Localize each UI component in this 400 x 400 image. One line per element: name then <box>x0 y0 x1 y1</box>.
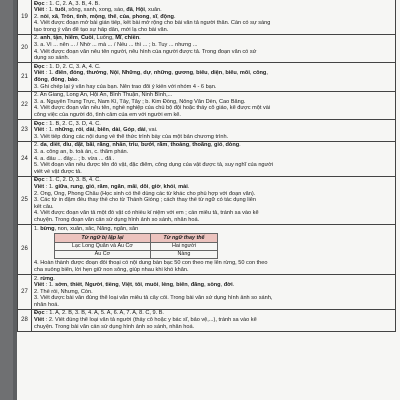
text-run: viết về vật được tả. <box>34 168 82 175</box>
text-run: , <box>125 142 129 149</box>
text-run: : 1. <box>44 127 56 134</box>
text-run: , <box>82 282 86 289</box>
text-run: đời <box>223 282 233 289</box>
text-run: công việc của người đó, tình cảm của em với người em kể. <box>34 112 181 118</box>
answer-line <box>34 77 393 84</box>
text-run: da <box>40 142 47 149</box>
text-run: 2. <box>34 13 41 20</box>
answer-row <box>18 0 396 34</box>
text-run: , <box>129 13 133 20</box>
text-run: 3. Ghi chép lại ý văn hay của bạn. Nên trao đổi ý kiến với nhóm 4 - 6 bạn. <box>34 83 217 90</box>
text-run: 2. Ông, Ông, Phong Châu (Học sinh có thể dùng các từ khác cho phù hợp với đoạn văn). <box>34 190 256 197</box>
text-run: , <box>136 183 140 190</box>
text-run: , <box>106 70 110 77</box>
text-run: chuyện. Trong đoạn văn cần sử dụng hình ảnh so sánh, nhân hoá. <box>34 216 200 223</box>
text-run: Viết <box>34 7 45 14</box>
answer-line <box>34 177 393 184</box>
row-number: 20 <box>18 34 32 62</box>
answer-line <box>34 92 393 99</box>
answer-line <box>34 317 393 324</box>
text-run: , <box>187 282 191 289</box>
inner-header-cell: Từ ngữ thay thế <box>150 234 217 242</box>
answer-line <box>34 324 393 331</box>
answer-key-body <box>18 0 396 331</box>
row-content <box>32 63 396 91</box>
text-run: , <box>94 127 98 134</box>
text-run: công <box>252 70 267 77</box>
text-run: 3. a. Nguyễn Trung Trực, Nam Kì, Tây, Tây ; b. Kim Đồng, Nông Văn Dền, Cao Bằng. <box>34 98 246 105</box>
text-run: : 1. <box>44 183 56 190</box>
text-run: điển <box>55 70 67 77</box>
answer-row <box>18 63 396 91</box>
text-run: dài <box>137 127 146 134</box>
text-run: 2. <box>34 142 41 149</box>
text-run: , <box>64 77 68 84</box>
text-run: , <box>149 13 153 20</box>
text-run: hiểm <box>64 35 78 42</box>
text-run: , <box>222 142 226 149</box>
text-run: gương <box>174 70 193 77</box>
text-run: Trốn <box>61 13 74 20</box>
text-run: , <box>153 142 158 149</box>
text-run: Việt <box>121 282 132 289</box>
row-number: 21 <box>18 63 32 91</box>
text-run: , <box>71 142 75 149</box>
text-run: sĩ <box>152 13 158 20</box>
text-run: phong <box>132 13 150 20</box>
text-run: mãi <box>127 183 137 190</box>
text-run: : 1. A, 2. B, 3. B, 4. A, 5. A, 6. A, 7. A, 8. C, 9. B. <box>44 310 164 317</box>
text-run: , <box>140 70 144 77</box>
text-run: khói <box>163 183 176 190</box>
text-run: bãi <box>85 142 95 149</box>
text-run: Những <box>121 70 141 77</box>
text-run: rung <box>70 183 83 190</box>
text-run: nhân hoá. <box>34 301 59 308</box>
text-run: thưởng <box>86 70 107 77</box>
text-run: . <box>139 35 141 42</box>
inner-table-cell: Hai người <box>150 242 217 250</box>
text-run: , <box>137 142 141 149</box>
text-run: 4. Viết được đoạn văn nêu tên, nghề nghiệp của chú bộ đội hoặc thầy cô giáo, kể được một vài <box>34 105 271 112</box>
text-run: mỗi <box>239 70 250 77</box>
row-content <box>32 141 396 176</box>
text-run: Viết <box>34 70 45 77</box>
answer-line <box>34 197 393 204</box>
answer-line <box>34 84 393 91</box>
text-run: , <box>94 142 98 149</box>
row-number: 19 <box>18 0 32 34</box>
text-run: , <box>48 13 52 20</box>
text-run: 4. Viết được đoạn văn nêu tên người, nêu hình của người được tả. Trong đoạn văn có sử <box>34 48 257 55</box>
answer-line <box>34 260 393 267</box>
row-number: 23 <box>18 120 32 142</box>
text-run: cha xuống biển, lời hẹn giữ non sông, giúp nhau khi khó khăn. <box>34 266 189 273</box>
answer-line <box>34 156 393 163</box>
text-run: dòng <box>225 142 240 149</box>
text-run: , <box>173 282 177 289</box>
text-run: biểu <box>196 70 208 77</box>
answer-line <box>34 42 393 49</box>
text-run: rằm <box>157 142 168 149</box>
answer-line <box>34 204 393 211</box>
text-run: 2. Thế rồi, Nhưng, Còn. <box>34 288 93 295</box>
row-content <box>32 34 396 62</box>
row-content <box>32 120 396 142</box>
answer-line <box>34 142 393 149</box>
inner-table-row <box>55 250 218 258</box>
text-run: Viết <box>34 317 45 324</box>
inner-table-cell: Nàng <box>150 250 217 258</box>
text-run: giữa <box>55 183 68 190</box>
text-run: . <box>173 13 176 20</box>
text-run: dõi <box>139 183 149 190</box>
answer-line <box>34 55 393 62</box>
text-run: tạo trong ý văn để tạo sự hấp dẫn, mới lạ cho bài văn. <box>34 26 169 33</box>
answer-row <box>18 176 396 224</box>
text-run: 3. Viết được bài văn đúng thể loại văn miêu tả cây cối. Trong bài văn sử dụng hình ảnh so sánh, <box>34 295 273 302</box>
text-run: kết câu. <box>34 203 54 210</box>
text-run: Cuối <box>80 35 94 42</box>
text-run: diu <box>62 142 72 149</box>
text-run: của <box>119 13 130 20</box>
text-run: những <box>153 70 172 77</box>
text-run: : 1. C, 2. A, 3. B, 4. B. <box>44 0 100 7</box>
text-run: 5. Viết đoạn văn nêu được tên đồ vật, đặc điểm, công dụng của vật được tả, suy nghĩ của người <box>34 162 274 169</box>
answer-key-page <box>13 0 400 400</box>
text-run: diện <box>210 70 223 77</box>
text-run: , <box>121 35 125 42</box>
text-run: thoăng <box>192 142 211 149</box>
text-run: , <box>124 183 128 190</box>
text-run: , <box>175 183 179 190</box>
text-run: . <box>77 77 80 84</box>
answer-row <box>18 120 396 142</box>
text-run: , <box>210 142 214 149</box>
text-run: . <box>187 183 190 190</box>
text-run: , <box>192 70 197 77</box>
text-run: xã <box>51 13 58 20</box>
answer-line <box>34 310 393 317</box>
text-run: 3. Các từ in đậm đều thay thế cho từ Thánh Gióng ; cách thay thế từ ngữ có tác dụng liên <box>34 197 256 204</box>
text-run: , Luống, <box>93 35 116 42</box>
text-run: Hội <box>135 7 145 14</box>
text-run: mộng <box>89 13 105 20</box>
text-run: nhân <box>112 142 126 149</box>
text-run: biển <box>176 282 188 289</box>
text-run: . <box>53 275 55 282</box>
text-run: , <box>82 183 86 190</box>
text-run: , xuân. <box>144 7 162 14</box>
text-run: tôi <box>135 282 142 289</box>
text-run: , <box>82 142 86 149</box>
answer-line <box>34 105 393 112</box>
text-run: chuyện. Trong bài văn cần sử dụng hình ảnh so sánh, nhân hoá. <box>34 323 195 330</box>
answer-line <box>34 169 393 176</box>
text-run: , <box>131 282 136 289</box>
answer-line <box>34 99 393 106</box>
row-number: 22 <box>18 91 32 119</box>
row-content <box>32 0 396 34</box>
text-run: : 1. <box>44 70 56 77</box>
text-run: Nội <box>109 70 119 77</box>
text-run: : 1. D, 2. C, 3. A, 4. C. <box>44 63 101 70</box>
text-run: ngăn <box>110 183 125 190</box>
text-run: 4. Viết được đoạn mở bài gián tiếp, kết bài mở rộng cho bài văn tả người thân. Cần có sự sáng <box>34 20 271 27</box>
text-run: : 1. B, 2. C, 3. D, 4. C. <box>44 120 101 127</box>
text-run: , <box>57 13 62 20</box>
text-run: , <box>141 282 146 289</box>
text-run: triu <box>128 142 138 149</box>
text-run: 3. a. công an, b. toà án, c. thẩm phán. <box>34 148 129 155</box>
answer-line <box>34 267 393 274</box>
text-run: 2. <box>34 275 41 282</box>
answer-line <box>34 7 393 14</box>
text-run: dài <box>111 127 121 134</box>
text-run: thoảng <box>170 142 190 149</box>
text-run: , <box>50 35 54 42</box>
text-run: , <box>167 142 171 149</box>
text-run: dặt <box>74 142 83 149</box>
text-run: đồng <box>69 70 84 77</box>
answer-line <box>34 121 393 128</box>
text-run: : 1. C, 2. D, 3. B, 4. C. <box>44 177 101 184</box>
text-run: lẻng <box>161 282 174 289</box>
text-run: 3. Viết tiếp đúng các nội dung về thể thức trình bày của một bản chương trình. <box>34 133 229 140</box>
text-run: , <box>83 70 87 77</box>
answer-line <box>34 127 393 134</box>
text-run: thể <box>108 13 117 20</box>
text-run: Viết <box>34 183 45 190</box>
text-run: , <box>102 282 106 289</box>
text-run: Đọc <box>34 120 45 127</box>
text-run: , <box>222 70 226 77</box>
text-run: , <box>148 183 152 190</box>
answer-row <box>18 91 396 119</box>
text-run: mài <box>178 183 188 190</box>
text-run: : 2. Viết đúng thể loại văn tả người (thầy cô hoặc y bác sĩ, bảo vệ,...), tránh sa vào kể <box>44 317 257 324</box>
text-run: biểu <box>225 70 237 77</box>
answer-line <box>34 217 393 224</box>
text-run: , <box>207 70 211 77</box>
text-run: đẳng <box>190 282 205 289</box>
answer-line <box>34 162 393 169</box>
text-run: . <box>232 282 235 289</box>
text-run: , <box>204 282 208 289</box>
text-run: Người <box>85 282 103 289</box>
text-run: , <box>171 70 175 77</box>
text-run: , <box>158 282 162 289</box>
text-run: . <box>239 142 241 149</box>
text-run: , <box>116 13 120 20</box>
answer-line <box>34 112 393 119</box>
text-run: , <box>46 142 50 149</box>
text-run: : 1. <box>44 7 56 14</box>
row-number: 25 <box>18 176 32 224</box>
text-run: , <box>83 127 87 134</box>
text-run: , <box>72 127 76 134</box>
text-run: dài <box>86 127 95 134</box>
answer-row <box>18 309 396 331</box>
text-run: Góp <box>123 127 135 134</box>
text-run: giờ <box>151 183 161 190</box>
text-run: , <box>249 70 253 77</box>
text-run: , <box>67 282 71 289</box>
text-run: , <box>118 70 122 77</box>
text-run: Đọc <box>34 63 45 70</box>
text-run: , <box>59 142 63 149</box>
answer-line <box>34 295 393 302</box>
text-run: , <box>266 70 268 77</box>
text-run: tuổi <box>55 7 66 14</box>
row-content <box>32 275 396 310</box>
text-run: , <box>104 13 109 20</box>
answer-line <box>34 226 393 233</box>
text-run: động <box>160 13 174 20</box>
text-run: rồi <box>75 127 84 134</box>
answer-line <box>34 49 393 56</box>
text-run: , <box>220 282 224 289</box>
row-number: 28 <box>18 309 32 331</box>
answer-line <box>34 20 393 27</box>
answer-row <box>18 34 396 62</box>
text-run: , <box>77 35 81 42</box>
text-run: gió <box>85 183 95 190</box>
text-run: 2. An Giang, Long An, Hội An, Bình Thuận, Ninh Bình,... <box>34 92 173 99</box>
answer-line <box>34 27 393 34</box>
answer-line <box>34 149 393 156</box>
replacement-words-table <box>54 233 218 259</box>
text-run: 1. <box>34 225 41 232</box>
row-number: 26 <box>18 225 32 275</box>
text-run: , <box>189 142 193 149</box>
text-run: đồng <box>50 77 65 84</box>
answer-line <box>34 184 393 191</box>
answer-line <box>34 35 393 42</box>
answer-line <box>34 134 393 141</box>
text-run: những <box>55 127 73 134</box>
row-content <box>32 91 396 119</box>
text-run: biển <box>97 127 109 134</box>
text-run: , <box>120 127 124 134</box>
text-run: , <box>150 70 154 77</box>
row-number: 27 <box>18 275 32 310</box>
inner-table-row <box>55 242 218 250</box>
text-run: , <box>134 127 138 134</box>
text-run: răng <box>97 142 110 149</box>
text-run: , <box>94 183 98 190</box>
text-run: , <box>107 183 111 190</box>
answer-row <box>18 225 396 275</box>
text-run: , <box>61 35 65 42</box>
answer-row <box>18 141 396 176</box>
text-run: rừng <box>40 275 54 282</box>
text-run: 4. a. đấu ... đấy... ; b. vừa ... đã . <box>34 155 115 162</box>
text-run: đã <box>126 7 133 14</box>
answer-line <box>34 276 393 283</box>
text-run: gió <box>214 142 223 149</box>
answer-line <box>34 1 393 8</box>
row-content <box>32 309 396 331</box>
row-content <box>32 225 396 275</box>
text-run: muối <box>145 282 159 289</box>
text-run: tiếng <box>105 282 119 289</box>
row-content <box>32 176 396 224</box>
text-run: , <box>160 183 164 190</box>
text-run: dự <box>143 70 151 77</box>
answer-line <box>34 302 393 309</box>
text-run: , <box>132 7 136 14</box>
text-run: bừng <box>40 225 55 232</box>
text-run: anh <box>40 35 51 42</box>
text-run: , <box>157 13 161 20</box>
text-run: nồi <box>40 13 49 20</box>
text-run: , sông, xanh, xong, sáo, <box>65 7 127 14</box>
row-number: 24 <box>18 141 32 176</box>
answer-row <box>18 275 396 310</box>
text-run: bảo <box>67 77 78 84</box>
text-run: rằm <box>97 183 108 190</box>
answer-line <box>34 191 393 198</box>
answer-line <box>34 282 393 289</box>
inner-table-cell: Âu Cơ <box>55 250 151 258</box>
answer-line <box>34 70 393 77</box>
text-run: sớm <box>55 282 68 289</box>
inner-header-cell: Từ ngữ bị lặp lại <box>55 234 151 242</box>
text-run: , <box>118 282 122 289</box>
text-run: 2. <box>34 35 41 42</box>
text-run: 3. a. Vì ... nên ... / Nhờ ... mà ... / Nếu ... thì ... ; b. Tuy ... nhưng ... <box>34 42 198 49</box>
text-run: 4. Viết được đoạn văn tả một đồ vật có nhiều kỉ niệm với em ; cần miêu tả, tránh sa vào kể <box>34 210 259 217</box>
text-run: sống <box>207 282 221 289</box>
text-run: Viết <box>34 127 45 134</box>
text-run: , <box>86 13 90 20</box>
text-run: Đọc <box>34 0 45 7</box>
inner-header-row <box>55 234 218 242</box>
text-run: chiến <box>124 35 140 42</box>
text-run: , <box>236 70 240 77</box>
text-run: 4. Hoàn thành được đoạn đối thoại có nội dung bàn bạc 50 con theo mẹ lên rừng, 50 con theo <box>34 260 268 267</box>
answer-line <box>34 289 393 296</box>
answer-key-table <box>17 0 396 332</box>
answer-line <box>34 210 393 217</box>
text-run: tình <box>76 13 87 20</box>
inner-table-cell: Lạc Long Quân và Âu Cơ <box>55 242 151 250</box>
text-run: , vai. <box>145 127 158 134</box>
text-run: : 1. <box>44 282 56 289</box>
text-run: Đọc <box>34 310 45 317</box>
text-run: dụng so sánh. <box>34 55 70 62</box>
text-run: , <box>47 77 51 84</box>
text-run: bưởi <box>140 142 154 149</box>
answer-line <box>34 14 393 21</box>
text-run: , <box>67 183 71 190</box>
text-run: , <box>109 142 113 149</box>
answer-line <box>34 64 393 71</box>
text-run: diết <box>49 142 60 149</box>
text-run: , non, xuân, sắc, Nắng, ngắn, sân <box>54 225 139 232</box>
text-run: Mĩ <box>115 35 122 42</box>
text-run: , <box>66 70 70 77</box>
text-run: , <box>108 127 112 134</box>
text-run: đồng <box>34 77 48 84</box>
text-run: tận <box>53 35 62 42</box>
text-run: Đọc <box>34 177 45 184</box>
text-run: thiết <box>70 282 83 289</box>
text-run: Viết <box>34 282 45 289</box>
text-run: , <box>73 13 77 20</box>
